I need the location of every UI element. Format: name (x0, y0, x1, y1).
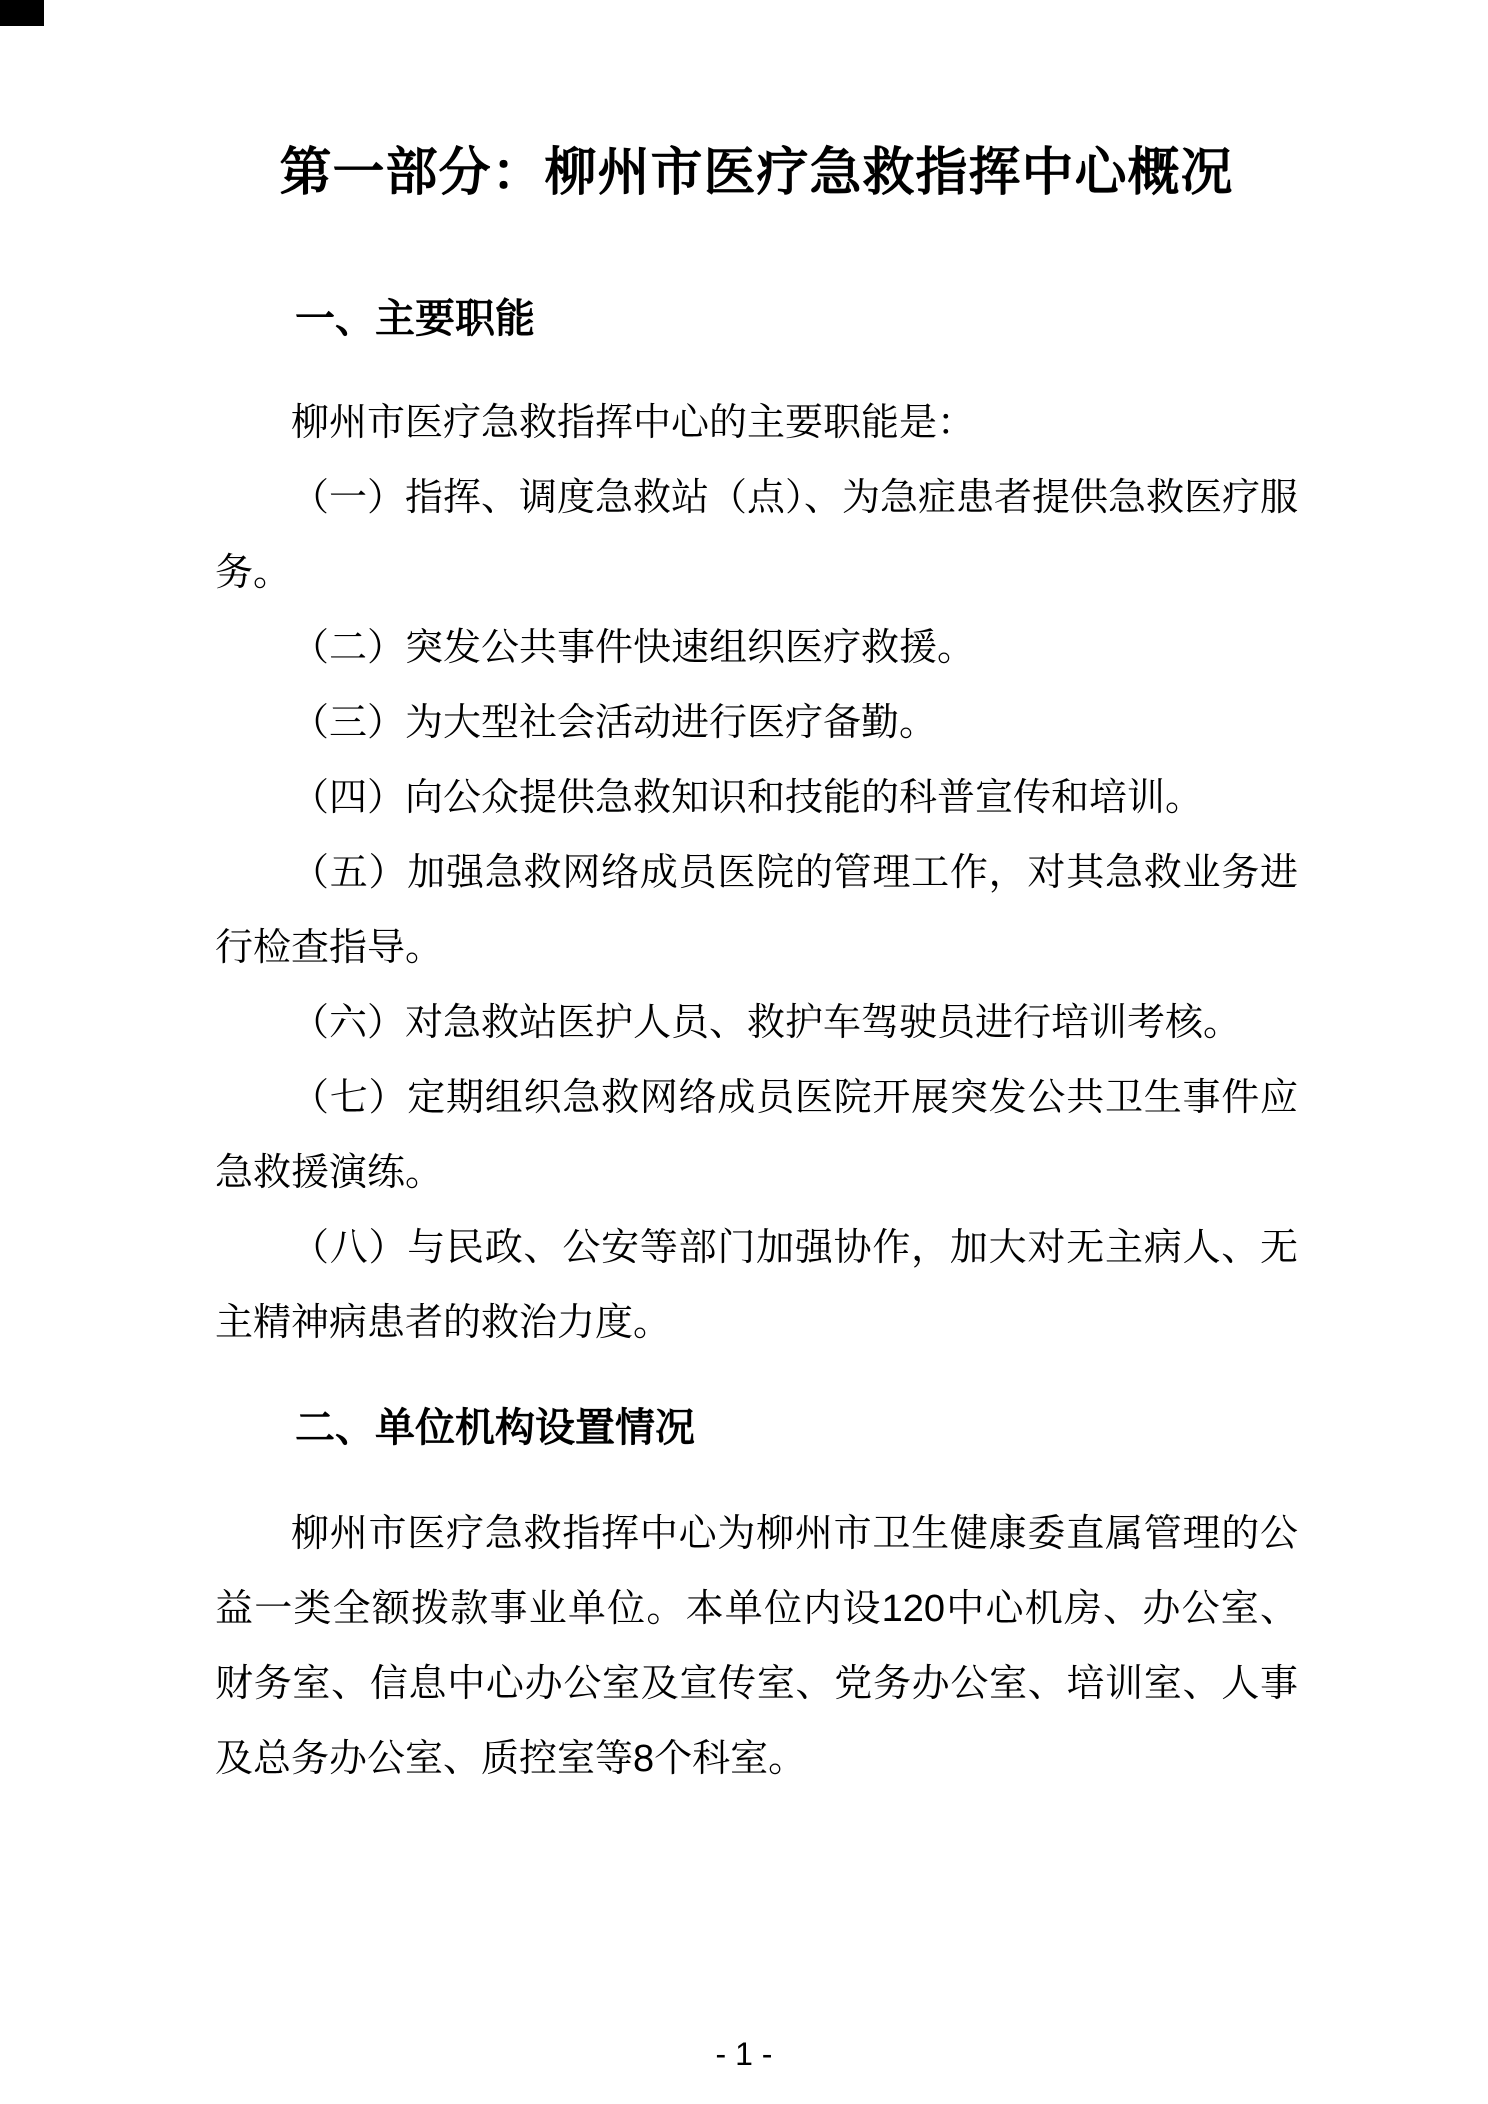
function-item-4: （四）向公众提供急救知识和技能的科普宣传和培训。 (291, 777, 1204, 819)
section2-body-paragraph: 柳州市医疗急救指挥中心为柳州市卫生健康委直属管理的公益一类全额拨款事业单位。本单位内设120中心机房、办公室、财务室、信息中心办公室及宣传室、党务办公室、培训室、人事及总务办公室、质控室等8个科室。 (215, 1513, 1298, 1780)
section1-intro-paragraph: 柳州市医疗急救指挥中心的主要职能是： (291, 402, 976, 444)
function-item-2: （二）突发公共事件快速组织医疗救援。 (291, 627, 976, 669)
section2-heading: 二、单位机构设置情况 (295, 1406, 695, 1450)
function-item-1: （一）指挥、调度急救站（点）、为急症患者提供急救医疗服务。 (215, 477, 1299, 594)
function-item-6: （六）对急救站医护人员、救护车驾驶员进行培训考核。 (291, 1002, 1242, 1044)
page-corner-artifact (0, 0, 44, 26)
function-item-5: （五）加强急救网络成员医院的管理工作，对其急救业务进行检查指导。 (215, 852, 1298, 969)
document-title: 第一部分：柳州市医疗急救指挥中心概况 (279, 144, 1234, 202)
function-item-3: （三）为大型社会活动进行医疗备勤。 (291, 702, 938, 744)
function-item-8: （八）与民政、公安等部门加强协作，加大对无主病人、无主精神病患者的救治力度。 (215, 1227, 1298, 1344)
function-item-7: （七）定期组织急救网络成员医院开展突发公共卫生事件应急救援演练。 (215, 1077, 1298, 1194)
page-number: - 1 - (715, 2036, 773, 2072)
section1-heading: 一、主要职能 (295, 297, 535, 341)
